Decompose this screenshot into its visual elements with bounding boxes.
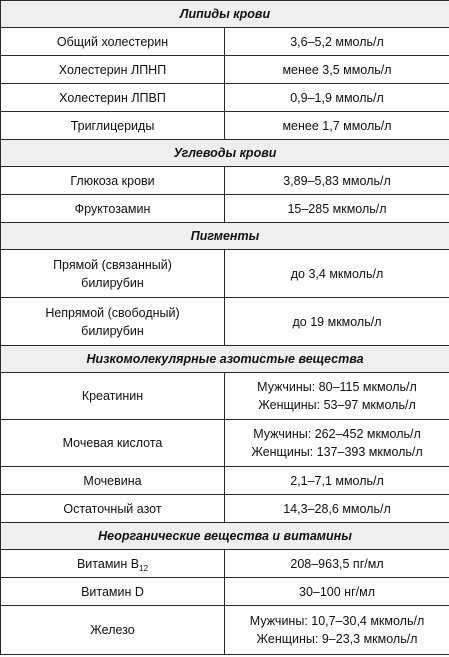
section-header-inorganic bbox=[1, 523, 449, 550]
reference-value-line: Мужчины: 10,7–30,4 мкмоль/л bbox=[249, 614, 425, 628]
parameter-name: Холестерин ЛПНП bbox=[1, 56, 225, 84]
reference-value: 0,9–1,9 ммоль/л bbox=[225, 84, 449, 112]
reference-value-line: Женщины: 137–393 мкмоль/л bbox=[251, 445, 423, 459]
table-row bbox=[1, 28, 449, 56]
section-title: Низкомолекулярные азотистые вещества bbox=[1, 346, 449, 373]
table-row bbox=[1, 550, 449, 578]
section-header-pigments bbox=[1, 223, 449, 250]
parameter-name bbox=[1, 550, 225, 578]
reference-value: менее 3,5 ммоль/л bbox=[225, 56, 449, 84]
table-row bbox=[1, 373, 449, 420]
parameter-name bbox=[1, 298, 225, 346]
parameter-name: Общий холестерин bbox=[1, 28, 225, 56]
reference-value: 15–285 мкмоль/л bbox=[225, 195, 449, 223]
reference-value-line: Мужчины: 80–115 мкмоль/л bbox=[257, 380, 417, 394]
reference-value bbox=[225, 420, 449, 467]
section-title: Пигменты bbox=[1, 223, 449, 250]
reference-value bbox=[225, 606, 449, 655]
table-row bbox=[1, 56, 449, 84]
parameter-name: Глюкоза крови bbox=[1, 167, 225, 195]
parameter-name-subscript: 12 bbox=[139, 563, 149, 573]
parameter-name: Мочевая кислота bbox=[1, 420, 225, 467]
table-row bbox=[1, 420, 449, 467]
section-header-lipids bbox=[1, 1, 449, 28]
parameter-name: Железо bbox=[1, 606, 225, 655]
parameter-name: Остаточный азот bbox=[1, 495, 225, 523]
table-row bbox=[1, 606, 449, 655]
reference-value: 14,3–28,6 ммоль/л bbox=[225, 495, 449, 523]
reference-value: до 3,4 мкмоль/л bbox=[225, 250, 449, 298]
table-row bbox=[1, 495, 449, 523]
reference-value bbox=[225, 373, 449, 420]
parameter-name: Холестерин ЛПВП bbox=[1, 84, 225, 112]
reference-value-line: Женщины: 53–97 мкмоль/л bbox=[258, 398, 416, 412]
section-header-carbohydrates bbox=[1, 140, 449, 167]
section-header-nitrogen bbox=[1, 346, 449, 373]
reference-value: 30–100 нг/мл bbox=[225, 578, 449, 606]
table-row bbox=[1, 84, 449, 112]
table-row bbox=[1, 250, 449, 298]
reference-value-line: Женщины: 9–23,3 мкмоль/л bbox=[256, 632, 418, 646]
table-row bbox=[1, 298, 449, 346]
parameter-name: Витамин D bbox=[1, 578, 225, 606]
table-row bbox=[1, 578, 449, 606]
section-title: Липиды крови bbox=[1, 1, 449, 28]
parameter-name: Мочевина bbox=[1, 467, 225, 495]
parameter-name-text: Витамин B bbox=[76, 556, 140, 571]
parameter-name-line: Прямой (связанный) bbox=[53, 257, 172, 272]
reference-value: 208–963,5 пг/мл bbox=[225, 550, 449, 578]
parameter-name bbox=[1, 250, 225, 298]
reference-value: менее 1,7 ммоль/л bbox=[225, 112, 449, 140]
parameter-name-line: билирубин bbox=[81, 275, 144, 290]
parameter-name: Фруктозамин bbox=[1, 195, 225, 223]
reference-value: 2,1–7,1 ммоль/л bbox=[225, 467, 449, 495]
table-row bbox=[1, 195, 449, 223]
table-row bbox=[1, 112, 449, 140]
reference-value: 3,6–5,2 ммоль/л bbox=[225, 28, 449, 56]
section-title: Неорганические вещества и витамины bbox=[1, 523, 449, 550]
reference-value-line: Мужчины: 262–452 мкмоль/л bbox=[253, 427, 421, 441]
reference-value: до 19 мкмоль/л bbox=[225, 298, 449, 346]
parameter-name-line: Непрямой (свободный) bbox=[45, 305, 180, 320]
parameter-name: Креатинин bbox=[1, 373, 225, 420]
section-title: Углеводы крови bbox=[1, 140, 449, 167]
parameter-name: Триглицериды bbox=[1, 112, 225, 140]
table-row bbox=[1, 167, 449, 195]
reference-value: 3,89–5,83 ммоль/л bbox=[225, 167, 449, 195]
table-row bbox=[1, 467, 449, 495]
parameter-name-line: билирубин bbox=[81, 323, 144, 338]
